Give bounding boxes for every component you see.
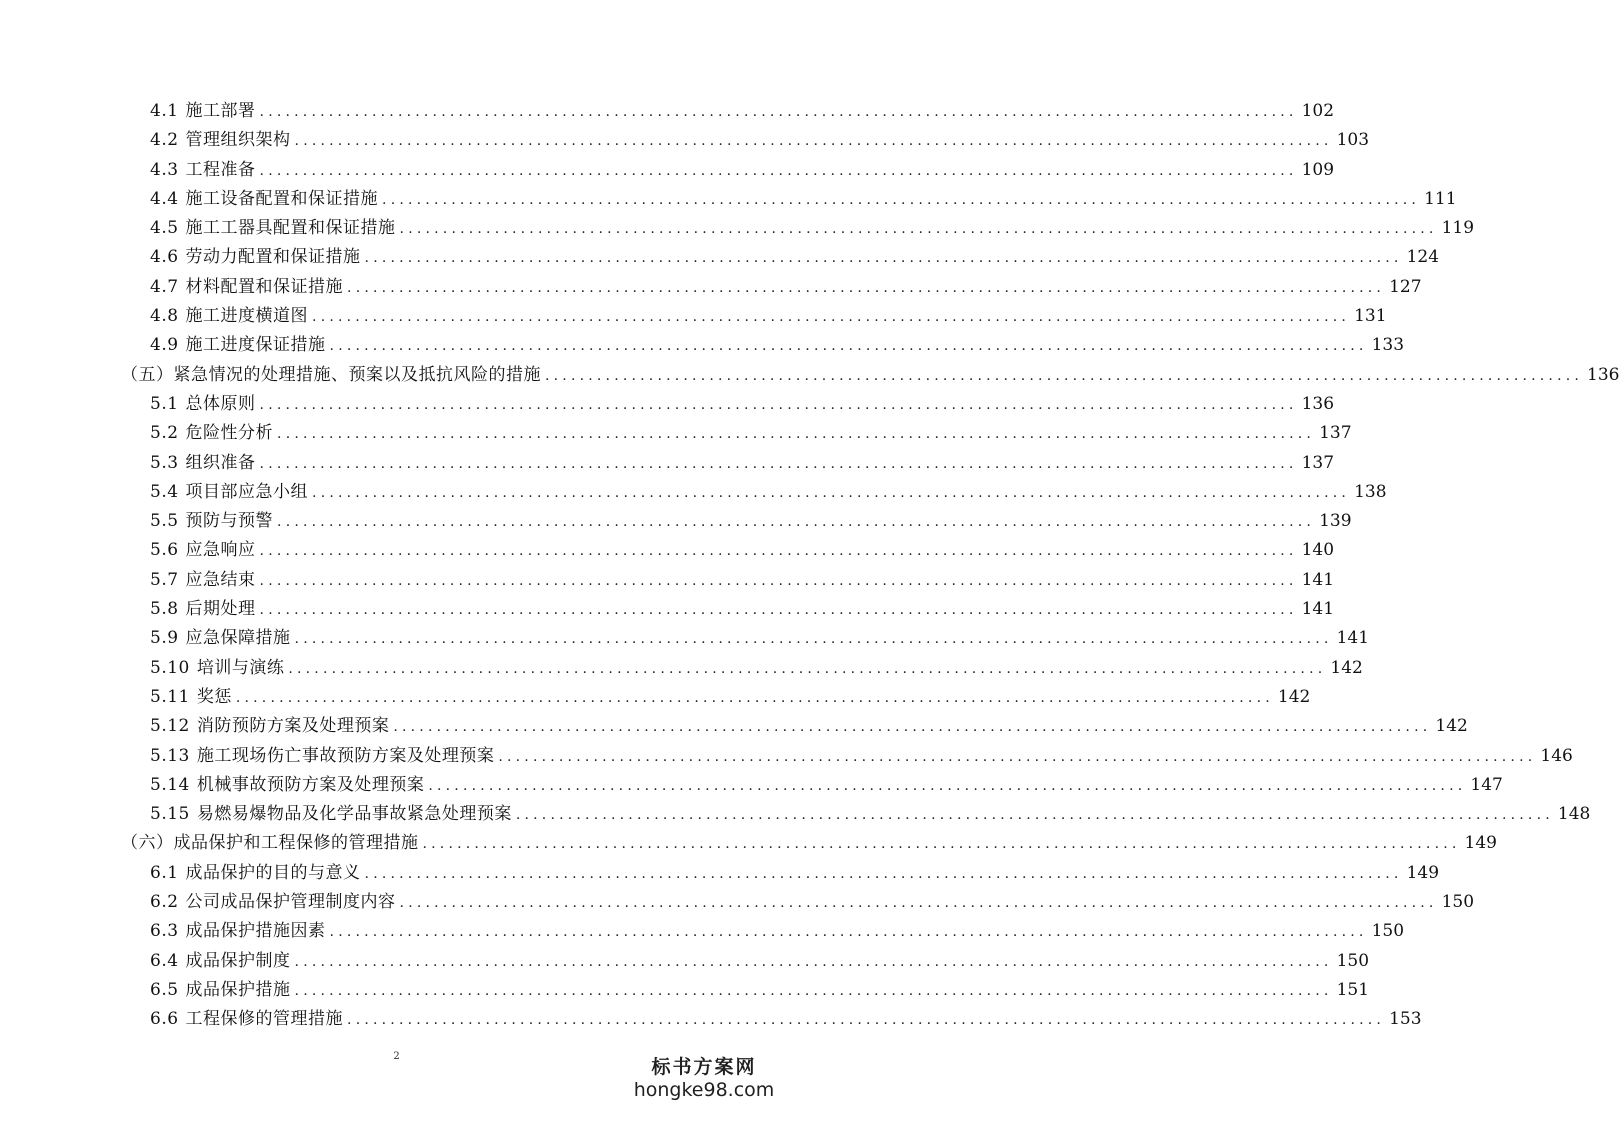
toc-page-number: 141 [1336,628,1370,649]
toc-section-title: 奖惩 [196,686,232,707]
toc-section-title: 施工进度横道图 [185,306,309,327]
toc-dot-leader: ........................................................................................................................ [259,602,1298,619]
toc-page-number: 131 [1354,306,1387,327]
toc-row [0,243,1440,272]
toc-page-number: 141 [1301,599,1335,620]
toc-row [0,390,1335,419]
toc-row [0,97,1335,126]
toc-row [0,302,1387,331]
toc-section-number: 5.12 [150,716,190,737]
toc-dot-leader: ........................................................................................................................ [422,836,1461,853]
toc-dot-leader: ........................................................................................................................ [294,982,1333,999]
toc-entry[interactable] [0,566,1335,595]
toc-dot-leader: ........................................................................................................................ [364,865,1403,882]
toc-section-number: 5.5 [150,511,179,532]
toc-row [0,273,1422,302]
toc-section-title: 应急保障措施 [185,628,291,649]
toc-dot-leader: ........................................................................................................................ [545,367,1584,384]
toc-row [0,449,1335,478]
toc-dot-leader: ........................................................................................................................ [515,807,1554,824]
toc-section-number: 4.1 [150,101,179,121]
watermark-site-name: 标书方案网 [651,1056,757,1078]
toc-section-title: 施工部署 [185,101,256,121]
toc-row [0,683,1311,712]
toc-entry[interactable] [0,126,1370,155]
toc-row [0,478,1387,507]
toc-section-title: 工程准备 [185,159,256,180]
toc-page-number: 147 [1470,774,1503,795]
toc-page-number: 136 [1587,364,1619,385]
toc-page-number: 109 [1301,159,1335,180]
toc-section-number: 4.8 [150,306,179,327]
toc-entry[interactable] [0,273,1422,302]
toc-row [0,917,1405,946]
toc-dot-leader: ........................................................................................................................ [259,162,1298,179]
toc-dot-leader: ........................................................................................................................ [294,133,1333,150]
toc-dot-leader: ........................................................................................................................ [294,953,1333,970]
toc-section-number: 4.3 [150,159,179,180]
toc-entry[interactable] [0,742,1573,771]
toc-entry[interactable] [0,390,1335,419]
toc-section-title: 组织准备 [185,452,256,473]
toc-page-number: 127 [1389,276,1422,297]
toc-entry[interactable] [0,156,1335,185]
toc-dot-leader: ........................................................................................................................ [259,104,1298,120]
toc-entry[interactable] [0,478,1387,507]
toc-section-title: 后期处理 [185,599,256,620]
toc-page-number: 119 [1441,218,1475,239]
toc-page-number: 150 [1336,950,1370,971]
toc-row [0,829,1497,858]
toc-section-title: 管理组织架构 [185,130,291,151]
page-number: 2 [393,1051,400,1062]
toc-page-number: 111 [1424,188,1457,209]
toc-page-number: 146 [1540,745,1573,766]
toc-dot-leader: ........................................................................................................................ [277,426,1316,443]
toc-entry[interactable] [0,449,1335,478]
toc-page-number: 142 [1330,657,1363,678]
toc-row [0,185,1457,214]
toc-entry[interactable] [0,361,1619,390]
toc-dot-leader: ........................................................................................................................ [294,631,1333,648]
toc-page-number: 141 [1301,569,1335,590]
toc-page-number: 137 [1301,452,1335,473]
toc-dot-leader: ........................................................................................................................ [498,748,1537,765]
toc-section-number: 5.3 [150,452,179,473]
toc-section-number: 5.6 [150,540,179,561]
toc-entry[interactable] [0,654,1363,683]
toc-entry[interactable] [0,243,1440,272]
toc-dot-leader: ........................................................................................................................ [288,660,1327,677]
toc-dot-leader: ........................................................................................................................ [235,689,1274,706]
toc-page-number: 102 [1301,101,1335,121]
toc-section-title: 消防预防方案及处理预案 [196,716,390,737]
toc-page-number: 140 [1301,540,1335,561]
toc-entry[interactable] [0,507,1352,536]
toc-row [0,947,1370,976]
toc-section-number: 4.5 [150,218,179,239]
toc-row [0,624,1370,653]
toc-entry[interactable] [0,683,1311,712]
toc-section-number: 5.8 [150,599,179,620]
table-of-contents [0,97,1619,1035]
toc-section-title: 培训与演练 [196,657,285,678]
toc-entry[interactable] [0,302,1387,331]
toc-dot-leader: ........................................................................................................................ [347,1012,1386,1029]
toc-page-number: 138 [1354,481,1387,502]
toc-section-title: 成品保护措施 [185,979,291,1000]
toc-section-title: 成品保护措施因素 [185,921,326,942]
toc-section-number: 6.2 [150,892,179,913]
toc-section-number: 6.1 [150,862,179,883]
toc-section-title: 成品保护制度 [185,950,291,971]
toc-row [0,507,1352,536]
toc-section-number: 4.7 [150,276,179,297]
toc-section-title: 施工现场伤亡事故预防方案及处理预案 [196,745,495,766]
toc-row [0,126,1370,155]
toc-row [0,214,1475,243]
toc-page-number: 148 [1557,804,1591,825]
toc-page-number: 137 [1319,423,1352,444]
toc-entry[interactable] [0,888,1475,917]
toc-dot-leader: ........................................................................................................................ [312,309,1351,326]
toc-row [0,800,1591,829]
toc-entry[interactable] [0,947,1370,976]
toc-row [0,771,1503,800]
toc-dot-leader: ........................................................................................................................ [393,719,1432,736]
toc-section-number: 4.9 [150,335,179,356]
toc-page-number: 142 [1435,716,1468,737]
toc-entry[interactable] [0,214,1475,243]
toc-section-number: 4.2 [150,130,179,151]
toc-row [0,361,1619,390]
toc-section-title: 成品保护的目的与意义 [185,862,361,883]
toc-row [0,742,1573,771]
toc-row [0,654,1363,683]
toc-section-number: 5.14 [150,774,190,795]
toc-section-title: 机械事故预防方案及处理预案 [196,774,425,795]
toc-dot-leader: ........................................................................................................................ [347,279,1386,296]
toc-section-number: 5.13 [150,745,190,766]
toc-page-number: 133 [1371,335,1405,356]
toc-page-number: 124 [1406,247,1440,268]
toc-page-number: 149 [1406,862,1440,883]
toc-page-number: 136 [1301,393,1335,414]
toc-row [0,859,1440,888]
toc-page-number: 103 [1336,130,1370,151]
toc-section-number: 5.1 [150,393,179,414]
toc-page-number: 150 [1441,892,1475,913]
toc-dot-leader: ........................................................................................................................ [329,338,1368,355]
toc-page-number: 151 [1336,979,1370,1000]
toc-page-number: 153 [1389,1009,1422,1030]
toc-section-title: 总体原则 [185,393,256,414]
toc-entry[interactable] [0,595,1335,624]
toc-dot-leader: ........................................................................................................................ [259,572,1298,589]
toc-entry[interactable] [0,917,1405,946]
toc-dot-leader: ........................................................................................................................ [277,514,1316,531]
toc-section-number: 5.2 [150,423,179,444]
toc-section-number: 5.9 [150,628,179,649]
toc-dot-leader: ........................................................................................................................ [428,777,1467,794]
toc-section-title: 应急响应 [185,540,256,561]
toc-entry[interactable] [0,536,1335,565]
toc-row [0,331,1405,360]
toc-section-number: 5.15 [150,804,190,825]
toc-section-title: 工程保修的管理措施 [185,1009,344,1030]
toc-row [0,566,1335,595]
toc-section-number: 6.6 [150,1009,179,1030]
toc-entry[interactable] [0,771,1503,800]
toc-section-title: 施工设备配置和保证措施 [185,188,379,209]
toc-section-number: 6.3 [150,921,179,942]
toc-section-number: 5.7 [150,569,179,590]
toc-row [0,595,1335,624]
toc-section-number: 6.4 [150,950,179,971]
toc-row [0,888,1475,917]
toc-section-number: 5.10 [150,657,190,678]
toc-row [0,156,1335,185]
toc-section-title: 施工工器具配置和保证措施 [185,218,396,239]
toc-section-number: 4.6 [150,247,179,268]
toc-page-number: 139 [1319,511,1352,532]
toc-entry[interactable] [0,1005,1422,1034]
toc-page-number: 142 [1277,686,1311,707]
toc-page-number: 149 [1464,833,1497,854]
toc-section-number: 5.11 [150,686,190,707]
toc-row [0,536,1335,565]
toc-entry[interactable] [0,419,1352,448]
toc-row [0,419,1352,448]
toc-row [0,1005,1422,1034]
toc-section-title: 公司成品保护管理制度内容 [185,892,396,913]
toc-section-title: 易燃易爆物品及化学品事故紧急处理预案 [196,804,512,825]
toc-entry[interactable] [0,859,1440,888]
toc-section-title: 劳动力配置和保证措施 [185,247,361,268]
toc-section-title: 应急结束 [185,569,256,590]
toc-dot-leader: ........................................................................................................................ [399,895,1438,912]
toc-section-title: 施工进度保证措施 [185,335,326,356]
toc-row [0,976,1370,1005]
toc-dot-leader: ........................................................................................................................ [399,221,1438,238]
toc-entry[interactable] [0,331,1405,360]
toc-entry[interactable] [0,712,1468,741]
toc-dot-leader: ........................................................................................................................ [259,396,1298,413]
toc-page-number: 150 [1371,921,1405,942]
toc-entry[interactable] [0,800,1591,829]
watermark-site-url: hongke98.com [633,1079,775,1101]
toc-section-title: （六）成品保护和工程保修的管理措施 [121,833,419,854]
toc-dot-leader: ........................................................................................................................ [312,484,1351,501]
toc-section-number: 5.4 [150,481,179,502]
toc-section-number: 6.5 [150,979,179,1000]
toc-dot-leader: ........................................................................................................................ [259,455,1298,472]
toc-section-title: 预防与预警 [185,511,274,532]
toc-entry[interactable] [0,185,1457,214]
toc-entry[interactable] [0,976,1370,1005]
toc-section-title: 材料配置和保证措施 [185,276,344,297]
toc-row [0,712,1468,741]
toc-entry[interactable] [0,829,1497,858]
toc-entry[interactable] [0,97,1335,126]
watermark-logo [629,1056,779,1106]
toc-dot-leader: ........................................................................................................................ [329,924,1368,941]
toc-dot-leader: ........................................................................................................................ [259,543,1298,560]
toc-dot-leader: ........................................................................................................................ [382,191,1421,208]
toc-dot-leader: ........................................................................................................................ [364,250,1403,267]
toc-entry[interactable] [0,624,1370,653]
toc-section-number: 4.4 [150,188,179,209]
toc-section-title: 危险性分析 [185,423,274,444]
toc-section-title: 项目部应急小组 [185,481,309,502]
toc-section-title: （五）紧急情况的处理措施、预案以及抵抗风险的措施 [121,364,541,385]
